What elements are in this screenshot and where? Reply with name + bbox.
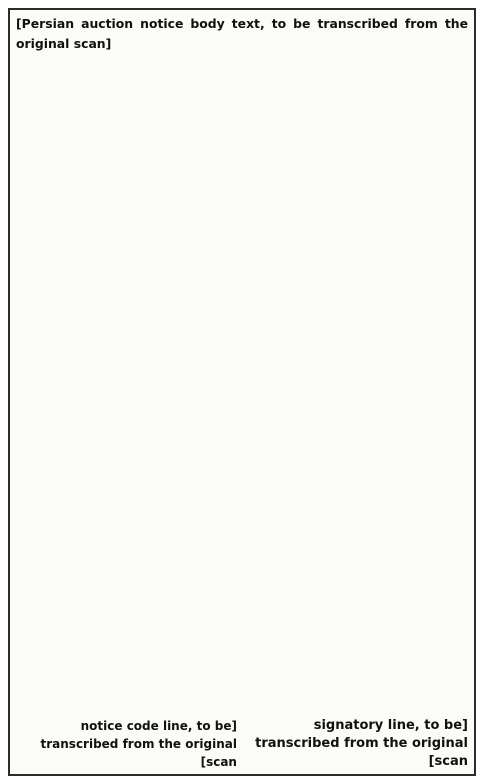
notice-code: [notice code line, to be transcribed from the original scan] [40,719,237,769]
notice-footer [16,717,468,771]
signatory-line: [signatory line, to be transcribed from the original scan] [255,718,468,769]
auction-notice-box [8,8,476,776]
auction-notice-text: [Persian auction notice body text, to be transcribed from the original scan] [16,16,473,52]
